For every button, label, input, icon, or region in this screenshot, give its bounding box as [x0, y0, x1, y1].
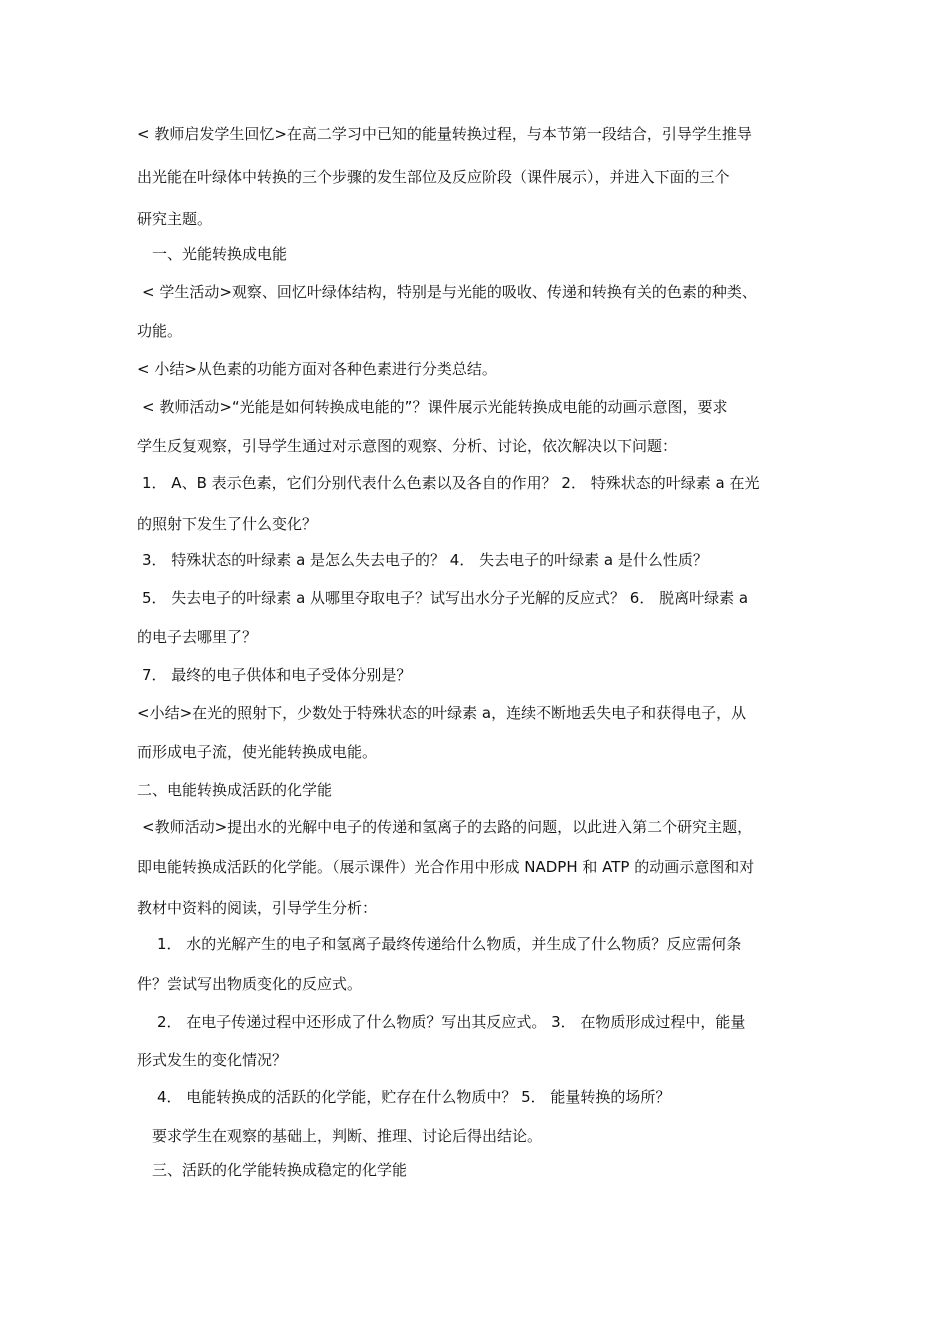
question-line: 3． 特殊状态的叶绿素 a 是怎么失去电子的？ 4． 失去电子的叶绿素 a 是什么性质？: [142, 551, 708, 569]
text-line: 教材中资料的阅读，引导学生分析：: [137, 899, 378, 917]
text-line: 功能。: [137, 322, 183, 340]
question-line: 5． 失去电子的叶绿素 a 从哪里夺取电子？试写出水分子光解的反应式？ 6． 脱离叶绿素 a: [142, 589, 749, 607]
text-line: < 小结>从色素的功能方面对各种色素进行分类总结。: [137, 360, 497, 378]
section-heading: 二、电能转换成活跃的化学能: [137, 781, 333, 799]
question-line: 2． 在电子传递过程中还形成了什么物质？写出其反应式。 3． 在物质形成过程中，能量: [157, 1013, 746, 1031]
text-line: <小结>在光的照射下，少数处于特殊状态的叶绿素 a，连续不断地丢失电子和获得电子，从: [137, 704, 747, 722]
text-line: < 教师活动>“光能是如何转换成电能的”？课件展示光能转换成电能的动画示意图，要求: [142, 398, 728, 416]
question-line: 4． 电能转换成的活跃的化学能，贮存在什么物质中？ 5． 能量转换的场所？: [157, 1088, 671, 1106]
text-line: < 学生活动>观察、回忆叶绿体结构，特别是与光能的吸收、传递和转换有关的色素的种类、: [142, 283, 757, 301]
text-line: < 教师启发学生回忆>在高二学习中已知的能量转换过程，与本节第一段结合，引导学生推导: [137, 125, 752, 143]
text-line: 要求学生在观察的基础上，判断、推理、讨论后得出结论。: [152, 1127, 543, 1145]
section-heading: 三、活跃的化学能转换成稳定的化学能: [152, 1161, 408, 1179]
text-line: 而形成电子流，使光能转换成电能。: [137, 743, 378, 761]
question-line: 7． 最终的电子供体和电子受体分别是？: [142, 666, 412, 684]
text-line: 即电能转换成活跃的化学能。（展示课件）光合作用中形成 NADPH 和 ATP 的动画示意图和对: [137, 858, 755, 876]
question-line: 1． 水的光解产生的电子和氢离子最终传递给什么物质，并生成了什么物质？反应需何条: [157, 935, 742, 953]
text-line: 学生反复观察，引导学生通过对示意图的观察、分析、讨论，依次解决以下问题：: [137, 437, 678, 455]
question-line: 的照射下发生了什么变化？: [137, 515, 318, 533]
question-line: 1． A、B 表示色素，它们分别代表什么色素以及各自的作用？ 2． 特殊状态的叶绿素 a 在光: [142, 474, 760, 492]
section-heading: 一、光能转换成电能: [152, 245, 288, 263]
question-line: 形式发生的变化情况？: [137, 1051, 288, 1069]
question-line: 件？尝试写出物质变化的反应式。: [137, 975, 363, 993]
text-line: 出光能在叶绿体中转换的三个步骤的发生部位及反应阶段（课件展示），并进入下面的三个: [137, 168, 730, 186]
text-line: <教师活动>提出水的光解中电子的传递和氢离子的去路的问题，以此进入第二个研究主题，: [142, 818, 753, 836]
question-line: 的电子去哪里了？: [137, 628, 258, 646]
text-line: 研究主题。: [137, 210, 213, 228]
